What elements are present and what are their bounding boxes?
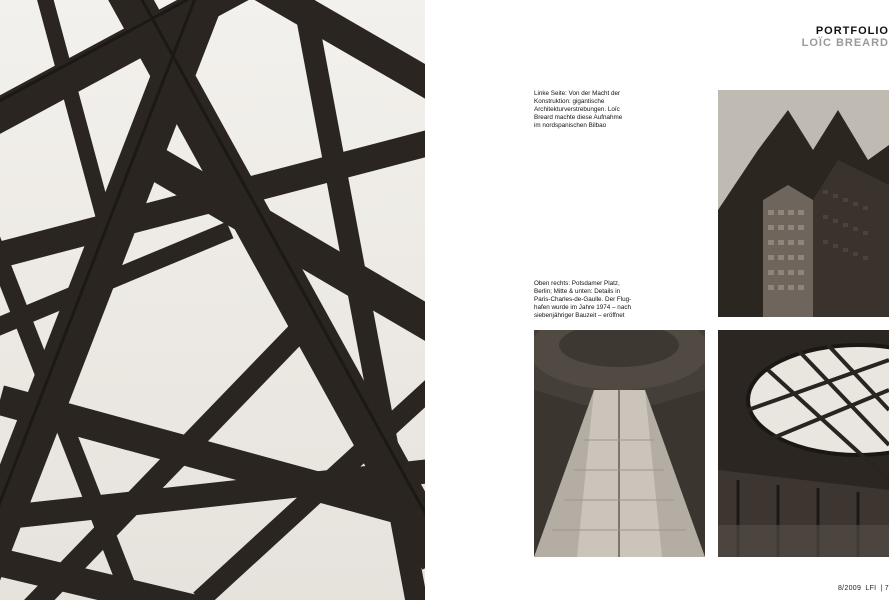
photo-steel-beams [0,0,425,600]
magazine-name: LFI [865,585,877,592]
section-title: PORTFOLIO [815,25,889,37]
photo-cdg-oval-skylight [718,330,889,557]
photo-potsdamer-platz-tower [718,90,889,317]
steel-beams-illustration [0,0,425,600]
tower-illustration [718,90,889,317]
footer-separator: | [880,585,883,592]
caption-left-page: Linke Seite: Von der Macht der Konstruktion: gigantische Architekturverstrebungen. Loïc Breard machte diese Aufnahme im nordspanischen Bilbao [534,90,623,130]
author-name: LOÏC BREARD [801,37,889,49]
page-number: 7 [884,585,889,592]
issue-number: 8/2009 [837,585,862,592]
page-footer [836,585,889,592]
caption-right-page: Oben rechts: Potsdamer Platz, Berlin; Mitte & unten: Details in Paris-Charles-de-Gaulle. Der Flug- hafen wurde im Jahre 1974 – nach siebenjähriger Bauzeit – eröffnet [534,280,632,320]
photo-cdg-concrete-column [534,330,705,557]
page-header [802,25,889,49]
column-illustration [534,330,705,557]
skylight-illustration [718,330,889,557]
